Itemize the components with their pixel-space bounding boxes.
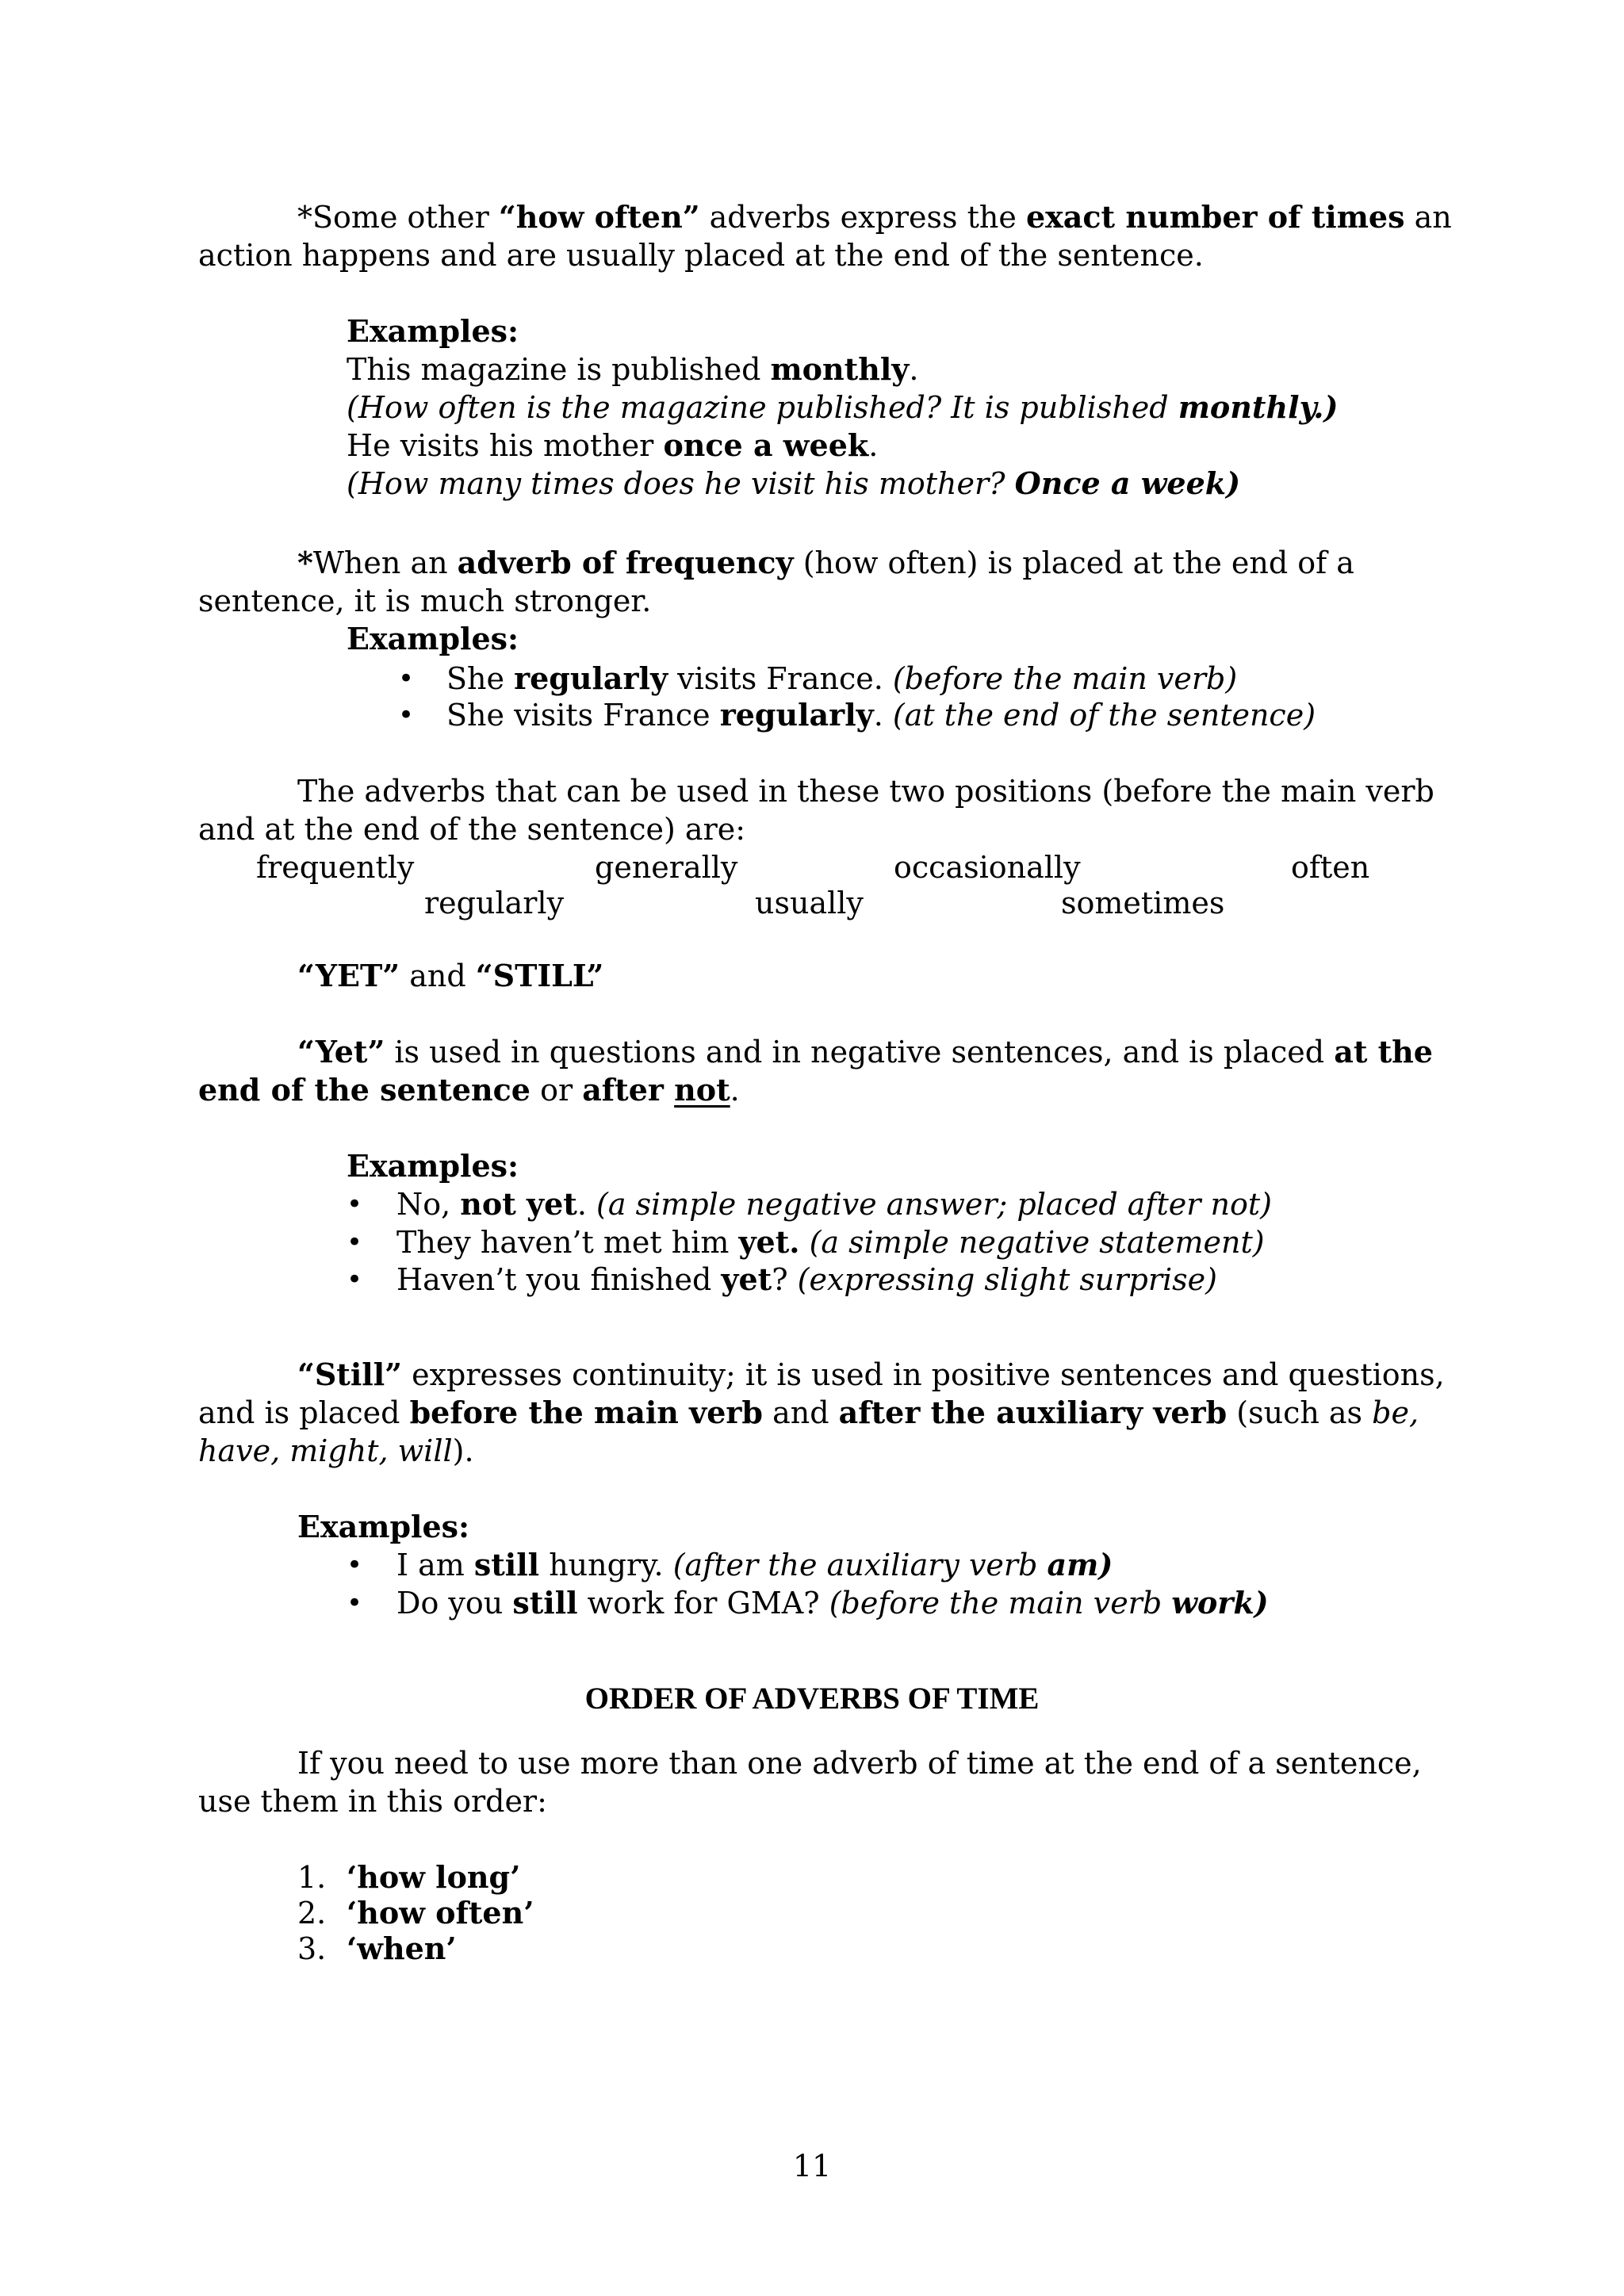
bold-term: end of the sentence (198, 1072, 530, 1108)
bullet-item (396, 1547, 1113, 1582)
section-heading (297, 958, 604, 993)
para2-line1 (297, 545, 1354, 580)
bold-term: monthly.) (1178, 389, 1339, 425)
para3-line1: The adverbs that can be used in these two positions (before the main verb (297, 774, 1434, 809)
bullet-icon: • (347, 1264, 363, 1295)
bold-italic-term: am) (1047, 1547, 1113, 1582)
list-number: 3. (297, 1931, 327, 1966)
text-run: (How many times does he visit his mother? (347, 466, 1015, 501)
order-line1: If you need to use more than one adverb of time at the end of a sentence, (297, 1746, 1422, 1781)
adverb-word: frequently (256, 850, 415, 885)
list-item: ‘when’ (347, 1931, 457, 1966)
adverb-word: often (1291, 850, 1370, 885)
list-item: ‘how long’ (347, 1859, 521, 1895)
list-item: ‘how often’ (347, 1895, 534, 1931)
adverb-word: regularly (424, 886, 565, 920)
bold-term: still (473, 1547, 540, 1582)
text-run: I am (396, 1548, 474, 1582)
text-run: . (909, 352, 919, 387)
text-run (800, 1225, 810, 1260)
text-run: When an (312, 545, 458, 580)
text-run: visits France. (668, 661, 893, 696)
page-number: 11 (792, 2149, 832, 2183)
text-run: and is placed (198, 1395, 410, 1430)
text-run: No, (396, 1187, 461, 1222)
example-explanation (347, 389, 1339, 425)
bold-term: regularly (719, 697, 874, 733)
adverb-word: sometimes (1061, 886, 1225, 920)
still-line3 (198, 1433, 474, 1468)
examples-heading: Examples: (297, 1509, 470, 1544)
adverb-word: occasionally (894, 850, 1081, 885)
bold-term: regularly (514, 660, 668, 696)
bold-term: exact number of times (1025, 199, 1405, 235)
text-run: . (576, 1187, 597, 1222)
list-number: 1. (297, 1860, 327, 1895)
bold-term: “how often” (498, 199, 700, 235)
text-run: and (763, 1395, 839, 1430)
bullet-icon: • (347, 1188, 363, 1220)
examples-heading: Examples: (347, 621, 519, 656)
text-run: Haven’t you finished (396, 1262, 722, 1297)
bold-term: at the (1334, 1034, 1433, 1070)
para1-line2: action happens and are usually placed at the end of the sentence. (198, 238, 1204, 273)
text-run: They haven’t met him (396, 1225, 739, 1260)
text-run: and (400, 959, 476, 993)
bullet-icon: • (347, 1226, 363, 1258)
bold-term: after (582, 1072, 675, 1108)
bold-term: not yet (460, 1186, 577, 1222)
text-run: ? (772, 1262, 798, 1297)
adverb-word: usually (755, 886, 864, 920)
text-run: adverbs express the (699, 200, 1026, 235)
text-run: She visits France (446, 698, 720, 733)
example-line (347, 427, 879, 463)
bold-term: after the auxiliary verb (838, 1395, 1228, 1430)
bold-term: before the main verb (409, 1395, 764, 1430)
text-run: . (873, 698, 893, 733)
text-run: He visits his mother (347, 428, 664, 463)
italic-note: (before the main verb) (892, 661, 1238, 696)
underlined-term: not (674, 1072, 730, 1108)
bullet-icon: • (347, 1587, 363, 1619)
bullet-icon: • (398, 699, 415, 731)
still-line2 (198, 1395, 1419, 1430)
bold-term: adverb of frequency (457, 545, 794, 580)
text-run: hungry. (539, 1548, 673, 1582)
section-title: ORDER OF ADVERBS OF TIME (584, 1682, 1040, 1716)
bold-term: “Still” (297, 1357, 403, 1392)
examples-heading: Examples: (347, 313, 519, 349)
text-run: She (446, 661, 515, 696)
text-run: work for GMA? (577, 1586, 829, 1621)
bullet-item (446, 660, 1238, 696)
bullet-item (396, 1186, 1272, 1222)
bold-italic-term: work) (1171, 1585, 1269, 1621)
bullet-item (396, 1261, 1217, 1297)
para2-line2: sentence, it is much stronger. (198, 584, 652, 618)
bullet-item (446, 697, 1316, 733)
text-run: (how often) is placed at the end of a (793, 545, 1354, 580)
text-run: (such as (1227, 1395, 1373, 1430)
italic-note: have, might, will (198, 1433, 453, 1468)
italic-note: (before the main verb (829, 1586, 1172, 1621)
bold-term: still (512, 1585, 578, 1621)
italic-note: (at the end of the sentence) (892, 698, 1316, 733)
text-run: * (297, 545, 313, 580)
still-line1 (297, 1357, 1445, 1392)
bold-term: yet. (738, 1224, 800, 1260)
bold-term: monthly (770, 351, 910, 387)
bullet-item (396, 1585, 1269, 1621)
italic-note: (a simple negative statement) (809, 1225, 1265, 1260)
text-run: expresses continuity; it is used in positive sentences and questions, (402, 1357, 1445, 1392)
text-run: an (1404, 200, 1452, 235)
yet-line1 (297, 1034, 1433, 1070)
text-run: Do you (396, 1586, 513, 1621)
list-number: 2. (297, 1896, 327, 1931)
italic-note: (after the auxiliary verb (672, 1548, 1048, 1582)
bold-term: once a week (663, 427, 869, 463)
para1-line1 (297, 199, 1452, 235)
example-explanation (347, 465, 1241, 501)
para3-line2: and at the end of the sentence) are: (198, 812, 746, 847)
bullet-icon: • (347, 1549, 363, 1581)
bold-term: Once a week) (1014, 465, 1241, 501)
italic-note: be, (1372, 1395, 1419, 1430)
bullet-icon: • (398, 663, 415, 695)
text-run: or (530, 1073, 583, 1108)
yet-line2 (198, 1072, 740, 1108)
italic-note: (expressing slight surprise) (797, 1262, 1217, 1297)
text-run: . (730, 1073, 740, 1108)
bullet-item (396, 1224, 1265, 1260)
text-run: (How often is the magazine published? It is published (347, 390, 1178, 425)
bold-term: “Yet” (297, 1034, 385, 1070)
examples-heading: Examples: (347, 1148, 519, 1184)
text-run: *Some other (297, 200, 499, 235)
bold-term: yet (721, 1261, 772, 1297)
bold-term: “YET” (297, 958, 400, 993)
order-line2: use them in this order: (198, 1784, 547, 1819)
text-run: is used in questions and in negative sentences, and is placed (385, 1035, 1335, 1070)
example-line (347, 351, 919, 387)
italic-note: (a simple negative answer; placed after not) (596, 1187, 1272, 1222)
adverb-word: generally (595, 850, 738, 885)
text-run: ). (452, 1433, 474, 1468)
text-run: This magazine is published (347, 352, 771, 387)
bold-term: “STILL” (475, 958, 604, 993)
text-run: . (868, 428, 879, 463)
